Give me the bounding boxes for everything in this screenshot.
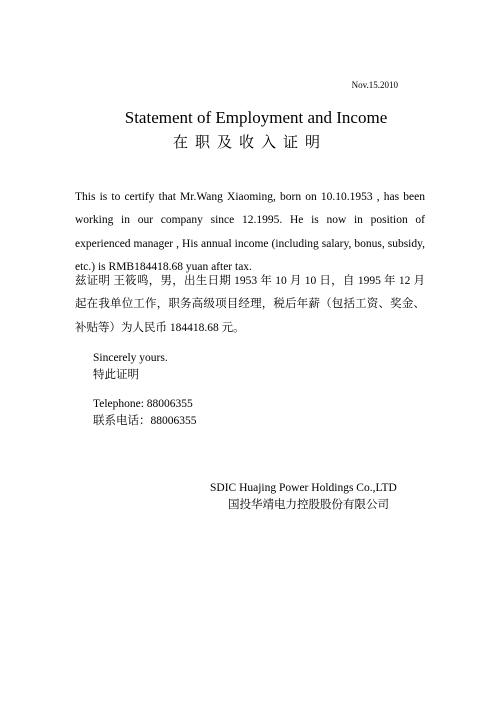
telephone-chinese: 联系电话：88006355 xyxy=(93,415,197,427)
certification-paragraph-english: This is to certify that Mr.Wang Xiaoming, born on 10.10.1953 , has been working in our company since 12.1995. He is now in position of experienced manager , His annual income (including salary, bonus, subsidy, etc.) is RMB184418.68 yuan after tax. xyxy=(75,191,425,273)
closing-english: Sincerely yours. xyxy=(93,352,168,364)
closing-block xyxy=(93,350,168,384)
certification-paragraph-chinese: 兹证明 王筱鸣，男，出生日期 1953 年 10 月 10 日，自 1995 年 12 月起在我单位工作，职务高级项目经理，税后年薪（包括工资、奖金、补贴等）为人民币 184418.68 元。 xyxy=(75,275,425,334)
document-title-chinese: 在职及收入证明 xyxy=(172,135,327,151)
contact-block xyxy=(93,396,197,430)
company-name-chinese: 国投华靖电力控股股份有限公司 xyxy=(228,499,389,511)
closing-chinese: 特此证明 xyxy=(93,369,139,381)
telephone-english: Telephone: 88006355 xyxy=(93,398,193,410)
company-signature xyxy=(210,480,397,514)
document-title-english: Statement of Employment and Income xyxy=(124,108,388,127)
document-date: Nov.15.2010 xyxy=(351,80,398,90)
company-name-english: SDIC Huajing Power Holdings Co.,LTD xyxy=(210,482,397,494)
